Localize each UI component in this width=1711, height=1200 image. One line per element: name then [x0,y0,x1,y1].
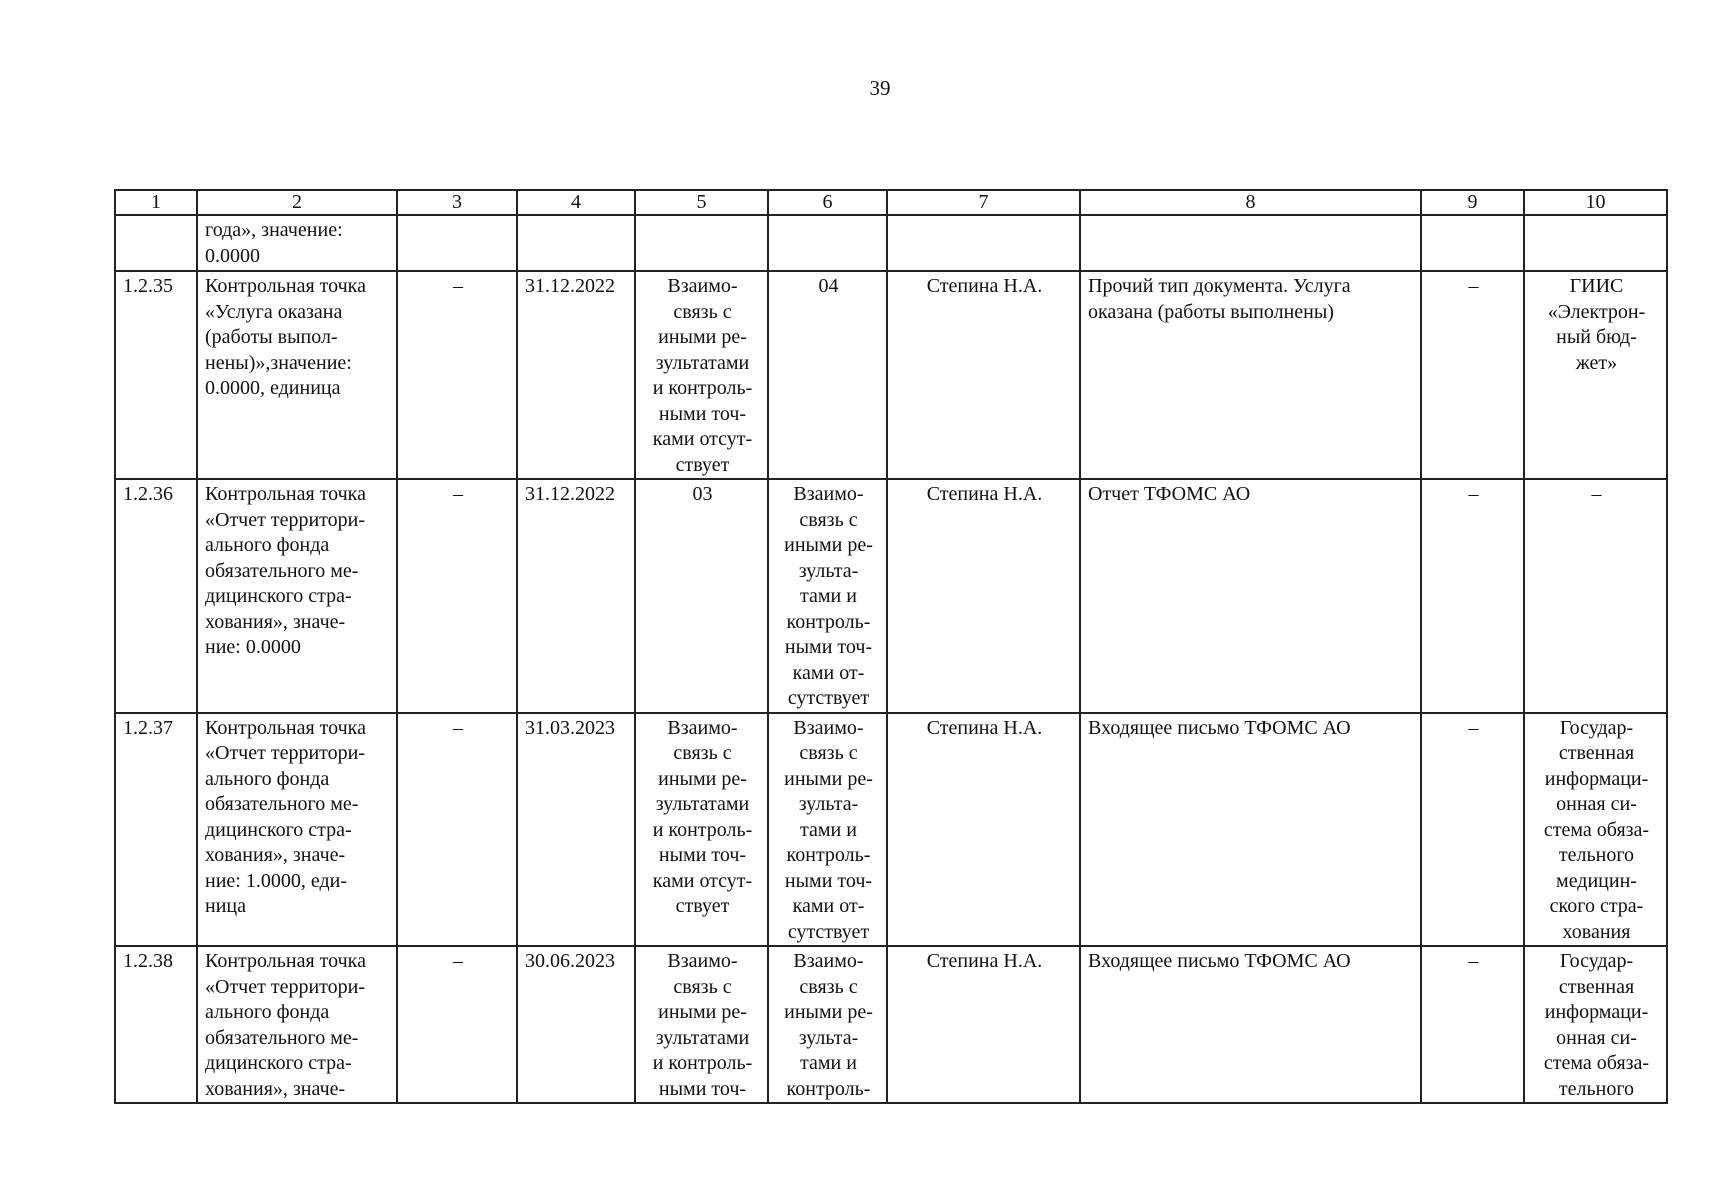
information-system-cell: Государ- ственная информаци- онная си- стема обяза- тельного медицин- ского стра- хования [1524,713,1667,947]
row-number-cell [115,215,197,271]
column-number: 9 [1421,190,1524,215]
date-cell: 30.06.2023 [517,946,635,1103]
column-3-cell [397,215,517,271]
successor-cell: Взаимо- связь с иными ре- зульта- тами и контроль- [768,946,887,1103]
control-points-table [114,189,1668,1104]
document-type-cell [1080,215,1421,271]
control-point-name-cell: года», значение: 0.0000 [197,215,397,271]
column-number: 6 [768,190,887,215]
responsible-cell: Степина Н.А. [887,713,1080,947]
document-type-cell: Отчет ТФОМС АО [1080,479,1421,713]
information-system-cell: Государ- ственная информаци- онная си- стема обяза- тельного [1524,946,1667,1103]
column-number: 2 [197,190,397,215]
document-type-cell: Прочий тип документа. Услуга оказана (работы выполнены) [1080,271,1421,479]
responsible-cell [887,215,1080,271]
control-point-name-cell: Контрольная точка «Отчет территори- ального фонда обязательного ме- дицинского стра- хования», значе- ние: 1.0000, еди- ница [197,713,397,947]
column-number: 8 [1080,190,1421,215]
column-number: 10 [1524,190,1667,215]
date-cell [517,215,635,271]
column-number: 1 [115,190,197,215]
successor-cell: 04 [768,271,887,479]
table-row [115,215,1667,271]
row-number-cell: 1.2.38 [115,946,197,1103]
control-point-name-cell: Контрольная точка «Услуга оказана (работы выпол- нены)»,значение: 0.0000, единица [197,271,397,479]
information-system-cell [1524,215,1667,271]
column-3-cell: – [397,271,517,479]
row-number-cell: 1.2.37 [115,713,197,947]
column-number: 5 [635,190,768,215]
column-9-cell: – [1421,271,1524,479]
row-number-cell: 1.2.36 [115,479,197,713]
column-number: 4 [517,190,635,215]
successor-cell: Взаимо- связь с иными ре- зульта- тами и контроль- ными точ- ками от- сутствует [768,713,887,947]
row-number-cell: 1.2.35 [115,271,197,479]
document-type-cell: Входящее письмо ТФОМС АО [1080,946,1421,1103]
responsible-cell: Степина Н.А. [887,946,1080,1103]
table-row [115,713,1667,947]
column-9-cell: – [1421,946,1524,1103]
date-cell: 31.03.2023 [517,713,635,947]
control-point-name-cell: Контрольная точка «Отчет территори- ального фонда обязательного ме- дицинского стра- хования», значе- [197,946,397,1103]
table-row [115,271,1667,479]
table-row [115,946,1667,1103]
responsible-cell: Степина Н.А. [887,479,1080,713]
responsible-cell: Степина Н.А. [887,271,1080,479]
column-3-cell: – [397,713,517,947]
page-number: 39 [869,76,891,100]
predecessor-cell: Взаимо- связь с иными ре- зультатами и контроль- ными точ- ками отсут- ствует [635,271,768,479]
column-number: 7 [887,190,1080,215]
information-system-cell: ГИИС «Электрон- ный бюд- жет» [1524,271,1667,479]
column-3-cell: – [397,479,517,713]
table-row [115,479,1667,713]
date-cell: 31.12.2022 [517,271,635,479]
predecessor-cell: 03 [635,479,768,713]
successor-cell [768,215,887,271]
predecessor-cell: Взаимо- связь с иными ре- зультатами и контроль- ными точ- [635,946,768,1103]
date-cell: 31.12.2022 [517,479,635,713]
predecessor-cell [635,215,768,271]
column-number: 3 [397,190,517,215]
successor-cell: Взаимо- связь с иными ре- зульта- тами и контроль- ными точ- ками от- сутствует [768,479,887,713]
document-type-cell: Входящее письмо ТФОМС АО [1080,713,1421,947]
predecessor-cell: Взаимо- связь с иными ре- зультатами и контроль- ными точ- ками отсут- ствует [635,713,768,947]
column-number-row [115,190,1667,215]
control-point-name-cell: Контрольная точка «Отчет территори- ального фонда обязательного ме- дицинского стра- хования», значе- ние: 0.0000 [197,479,397,713]
column-9-cell [1421,215,1524,271]
column-9-cell: – [1421,713,1524,947]
information-system-cell: – [1524,479,1667,713]
column-3-cell: – [397,946,517,1103]
column-9-cell: – [1421,479,1524,713]
